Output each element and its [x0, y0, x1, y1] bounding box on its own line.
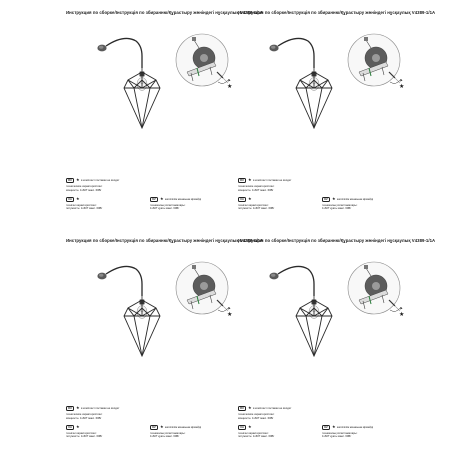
kz-line-1: жеткізілім жинағына кірмейді [165, 425, 201, 429]
ua-line-1: технічні характеристики: [238, 431, 269, 435]
ru-line-2: технические характеристики: [66, 413, 103, 416]
kz-line-2: техникалық сипаттамалары: [150, 431, 186, 435]
ua-line-1: технічні характеристики: [66, 203, 97, 207]
sheet-title: Инструкция по сборке/Інструкція по збиранню/Құрастыру жөніндегі нұсқаулық V4389-1/1A [238, 238, 436, 243]
star-icon: ★ [248, 405, 252, 410]
kz-line-1: жеткізілім жинағына кірмейді [337, 197, 373, 201]
star-icon: ★ [399, 311, 405, 318]
wall-lamp-illustration [238, 16, 413, 134]
ru-line-1: в комплект поставки не входит [253, 178, 292, 182]
kz-line-2: техникалық сипаттамалары: [322, 203, 358, 207]
lang-tag-ua: UA [66, 425, 74, 430]
specs-block [66, 392, 241, 452]
ru-line-2: технические характеристики: [238, 413, 275, 416]
ru-line-3: мощность: 1х60Т макс. 60Вт [238, 416, 274, 420]
lang-tag-kz: KZ [150, 197, 158, 202]
kz-line-3: 1х60Т қуаты макс. 60Вт [322, 435, 352, 438]
cage-shade [296, 300, 332, 356]
ua-line-2: потужність: 1х60Т макс. 60Вт [238, 435, 275, 438]
wall-lamp-illustration [66, 244, 241, 362]
lamp-arm [278, 266, 314, 296]
sheet-title: Инструкция по сборке/Інструкція по збиранню/Құрастыру жөніндегі нұсқаулық V4389-1/1A [238, 10, 436, 15]
lang-tag-ua: UA [238, 197, 246, 202]
sheet-title: Инструкция по сборке/Інструкція по збиранню/Құрастыру жөніндегі нұсқаулық V4389-1/1A [66, 238, 264, 243]
cage-shade [124, 300, 160, 356]
instruction-sheet [66, 238, 264, 460]
instruction-sheet [238, 10, 436, 235]
kz-line-1: жеткізілім жинағына кірмейді [165, 197, 201, 201]
wall-lamp-illustration [238, 244, 413, 362]
kz-line-3: 1х60Т қуаты макс. 60Вт [322, 207, 352, 210]
instruction-sheet [238, 238, 436, 460]
star-icon: ★ [227, 311, 233, 318]
wall-lamp-illustration [66, 16, 241, 134]
star-icon: ★ [399, 83, 405, 90]
ru-line-3: мощность: 1х60Т макс. 60Вт [66, 188, 102, 192]
star-icon: ★ [76, 177, 80, 182]
star-icon: ★ [76, 405, 80, 410]
ru-line-1: в комплект поставки не входит [81, 178, 120, 182]
star-icon: ★ [160, 196, 164, 201]
star-icon: ★ [332, 196, 336, 201]
specs-block [238, 164, 413, 224]
ua-line-1: технічні характеристики: [238, 203, 269, 207]
ua-line-2: потужність: 1х60Т макс. 60Вт [66, 207, 103, 210]
star-icon: ★ [160, 424, 164, 429]
lang-tag-ru: RU [66, 406, 74, 411]
kz-line-2: техникалық сипаттамалары: [150, 203, 186, 207]
kz-line-3: 1х60Т қуаты макс. 60Вт [150, 207, 180, 210]
cage-shade [296, 72, 332, 128]
ru-line-1: в комплект поставки не входит [81, 406, 120, 410]
kz-line-2: техникалық сипаттамалары: [322, 431, 358, 435]
kz-line-3: 1х60Т қуаты макс. 60Вт [150, 435, 180, 438]
lang-tag-ru: RU [238, 178, 246, 183]
lang-tag-kz: KZ [322, 197, 330, 202]
lamp-arm [106, 266, 142, 296]
star-icon: ★ [248, 177, 252, 182]
lamp-arm [106, 38, 142, 68]
lang-tag-ru: RU [238, 406, 246, 411]
ua-line-1: технічні характеристики: [66, 431, 97, 435]
star-icon: ★ [248, 424, 252, 429]
star-icon: ★ [76, 424, 80, 429]
ua-line-2: потужність: 1х60Т макс. 60Вт [66, 435, 103, 438]
sheet-title: Инструкция по сборке/Інструкція по збиранню/Құрастыру жөніндегі нұсқаулық V4389-1/1A [66, 10, 264, 15]
ru-line-3: мощность: 1х60Т макс. 60Вт [66, 416, 102, 420]
lang-tag-kz: KZ [322, 425, 330, 430]
star-icon: ★ [332, 424, 336, 429]
ru-line-2: технические характеристики: [66, 185, 103, 188]
star-icon: ★ [248, 196, 252, 201]
ru-line-1: в комплект поставки не входит [253, 406, 292, 410]
kz-line-1: жеткізілім жинағына кірмейді [337, 425, 373, 429]
star-icon: ★ [76, 196, 80, 201]
star-icon: ★ [227, 83, 233, 90]
specs-block [238, 392, 413, 452]
ru-line-2: технические характеристики: [238, 185, 275, 188]
lang-tag-kz: KZ [150, 425, 158, 430]
lang-tag-ru: RU [66, 178, 74, 183]
ru-line-3: мощность: 1х60Т макс. 60Вт [238, 188, 274, 192]
lamp-arm [278, 38, 314, 68]
lang-tag-ua: UA [66, 197, 74, 202]
specs-block [66, 164, 241, 224]
instruction-sheet [66, 10, 264, 235]
ua-line-2: потужність: 1х60Т макс. 60Вт [238, 207, 275, 210]
cage-shade [124, 72, 160, 128]
lang-tag-ua: UA [238, 425, 246, 430]
